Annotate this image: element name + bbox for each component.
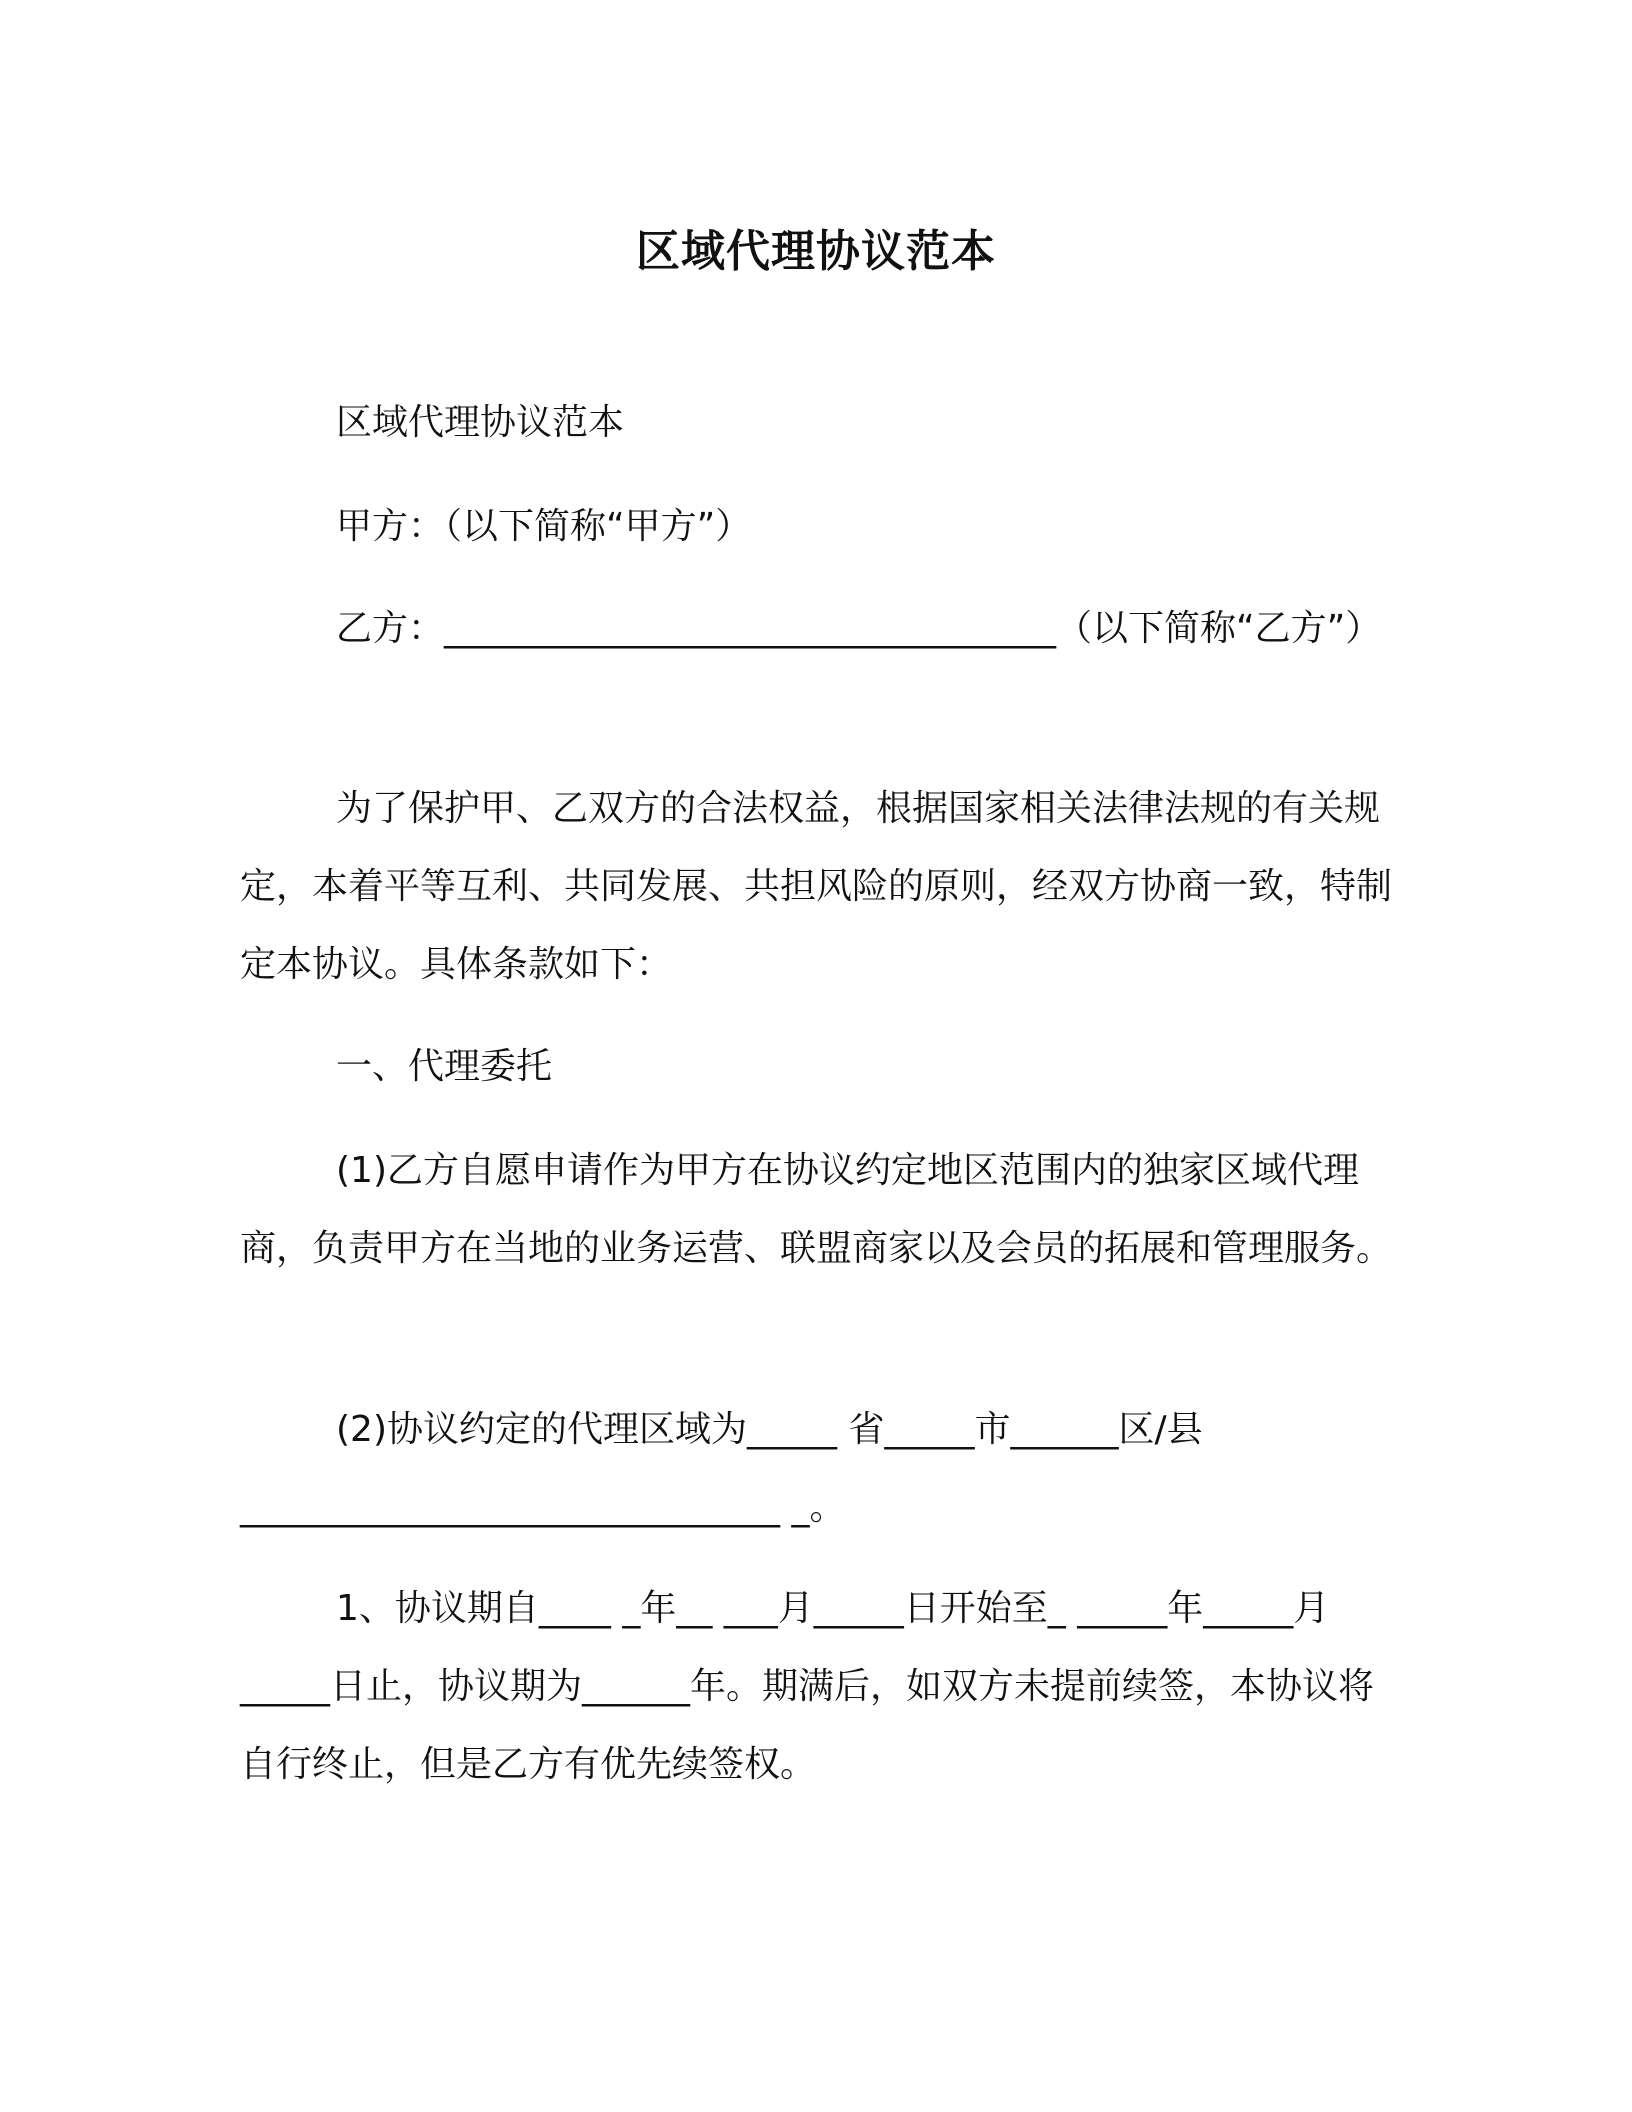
intro-paragraph bbox=[240, 770, 1400, 1004]
document-title: 区域代理协议范本 bbox=[636, 226, 996, 277]
clause-1 bbox=[240, 1132, 1400, 1288]
clause-2-text: (2)协议约定的代理区域为_____ 省_____市______区/县______________________________ _。 bbox=[240, 1409, 1203, 1528]
party-b-text: 乙方：__________________________________（以下简称“乙方”） bbox=[336, 608, 1382, 649]
party-b-line bbox=[240, 590, 1400, 668]
clause-1-text: (1)乙方自愿申请作为甲方在协议约定地区范围内的独家区域代理商，负责甲方在当地的业务运营、联盟商家以及会员的拓展和管理服务。 bbox=[240, 1150, 1393, 1269]
subtitle-text: 区域代理协议范本 bbox=[336, 402, 625, 443]
term-clause-text: 1、协议期自____ _年__ ___月_____日开始至_ _____年_____月_____日止，协议期为______年。期满后，如双方未提前续签，本协议将自行终止，但是乙方有优先续签权。 bbox=[240, 1588, 1375, 1785]
section1-heading-text: 一、代理委托 bbox=[336, 1046, 553, 1087]
party-a-text: 甲方：（以下简称“甲方”） bbox=[336, 506, 752, 547]
party-a-line bbox=[240, 488, 1400, 566]
intro-text: 为了保护甲、乙双方的合法权益，根据国家相关法律法规的有关规定，本着平等互利、共同发展、共担风险的原则，经双方协商一致，特制定本协议。具体条款如下： bbox=[240, 788, 1393, 985]
term-clause bbox=[240, 1570, 1400, 1804]
document-subtitle bbox=[240, 384, 1400, 462]
section-heading bbox=[240, 1028, 1400, 1106]
clause-2 bbox=[240, 1391, 1400, 1547]
